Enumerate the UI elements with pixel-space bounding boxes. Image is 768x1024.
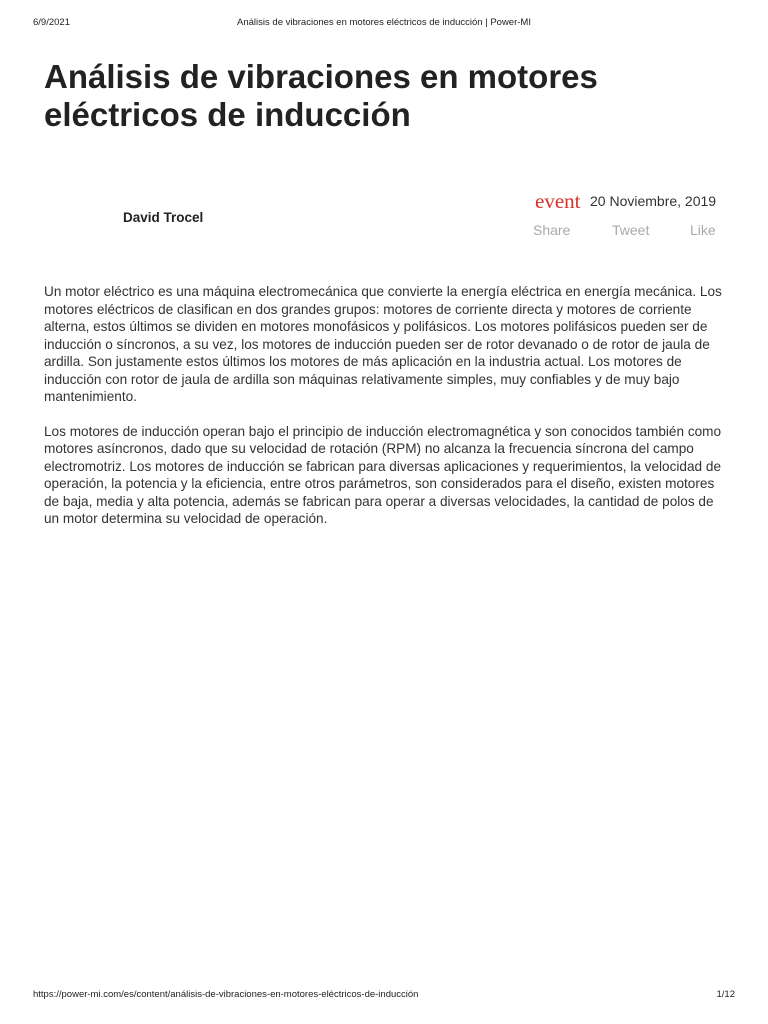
like-button[interactable]: Like — [690, 222, 716, 238]
print-footer — [33, 989, 735, 1003]
print-document-title: Análisis de vibraciones en motores eléctricos de inducción | Power-MI — [237, 17, 531, 28]
author-name: David Trocel — [123, 210, 204, 225]
tweet-button[interactable]: Tweet — [612, 222, 650, 238]
body-paragraph: Un motor eléctrico es una máquina electromecánica que convierte la energía eléctrica en energía mecánica. Los motores eléctricos de clasifican en dos grandes grupos: motores de corriente directa y motores de corriente alterna, estos últimos se dividen en motores monofásicos y polifásicos. Los motores polifásicos pueden ser de inducción o síncronos, a su vez, los motores de inducción pueden ser de rotor devanado o de rotor de jaula de ardilla. Son justamente estos últimos los motores de más aplicación en la industria actual. Los motores de inducción con rotor de jaula de ardilla son máquinas relativamente simples, muy confiables y de muy bajo mantenimiento. — [44, 284, 722, 404]
body-paragraph: Los motores de inducción operan bajo el principio de inducción electromagnética y son conocidos también como motores asíncronos, dado que su velocidad de rotación (RPM) no alcanza la frecuencia síncrona del campo electromotriz. Los motores de inducción se fabrican para diversas aplicaciones y requerimientos, la velocidad de operación, la potencia y la eficiencia, entre otros parámetros, son considerados para el diseño, existen motores de baja, media y alta potencia, además se fabrican para operar a diversas velocidades, la cantidad de polos de un motor determina su velocidad de operación. — [44, 423, 722, 526]
publish-date: 20 Noviembre, 2019 — [590, 193, 717, 209]
print-date: 6/9/2021 — [33, 17, 70, 28]
page-url: https://power-mi.com/es/content/análisis-de-vibraciones-en-motores-eléctricos-de-inducción — [33, 989, 419, 1000]
event-icon: event — [535, 189, 581, 213]
page-number: 1/12 — [716, 989, 735, 1000]
article-body — [44, 283, 728, 545]
share-button[interactable]: Share — [533, 222, 571, 238]
article-title: Análisis de vibraciones en motores eléctricos de inducción — [44, 58, 598, 133]
print-header — [33, 17, 735, 31]
